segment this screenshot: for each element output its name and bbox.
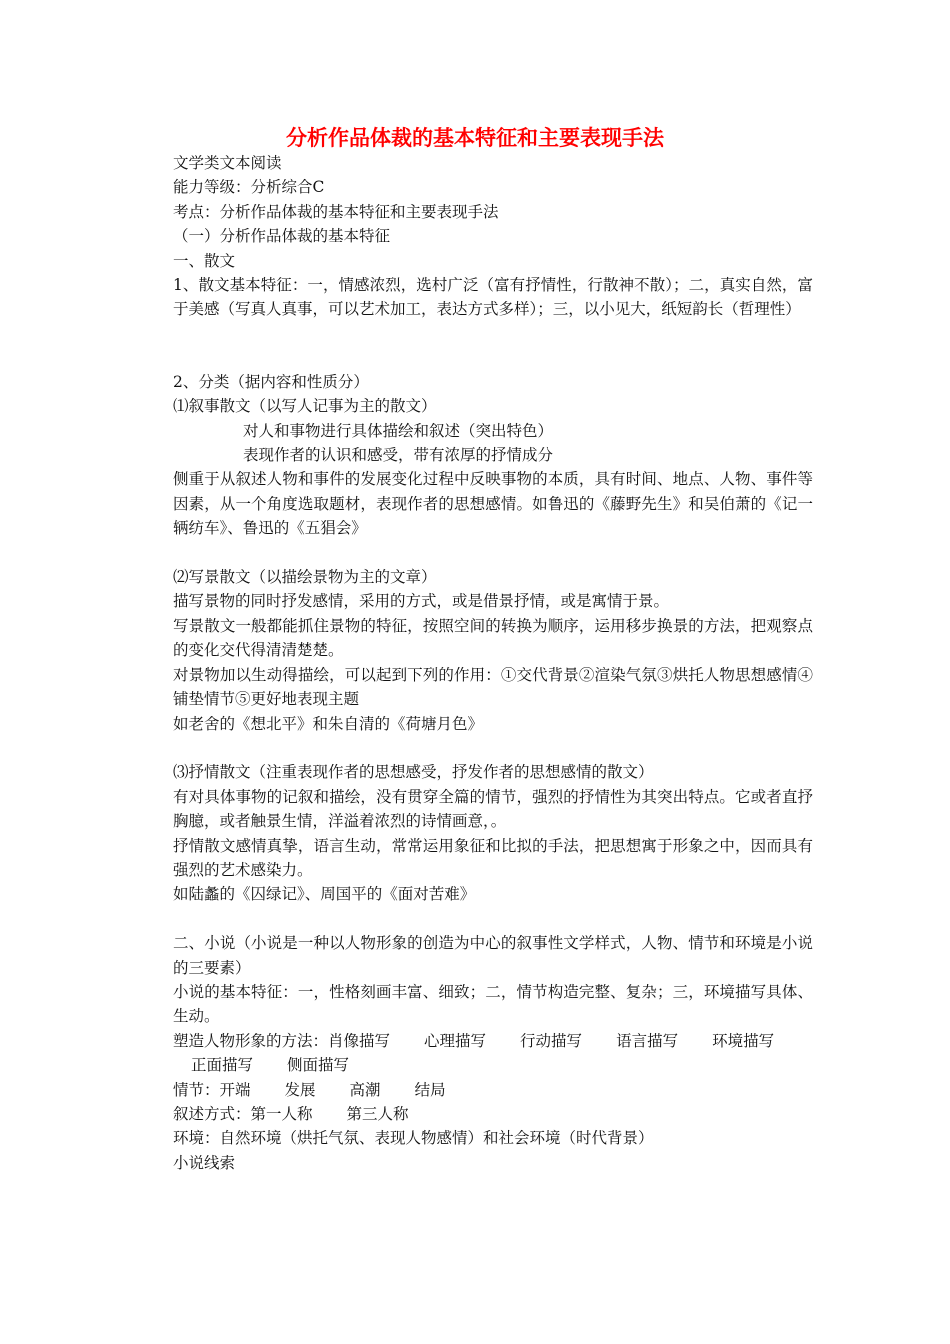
section-heading: （一）分析作品体裁的基本特征	[173, 227, 391, 246]
spacer	[173, 907, 813, 931]
method-item: 肖像描写	[328, 1031, 391, 1050]
narration-item: 第三人称	[346, 1104, 409, 1123]
character-methods-line	[173, 1029, 813, 1078]
plot-item: 发展	[284, 1080, 316, 1099]
scenery-paragraph-2: 写景散文一般都能抓住景物的特征，按照空间的转换为顺序，运用移步换景的方法，把观察点的变化交代得清清楚楚。	[173, 616, 813, 660]
methods-label: 塑造人物形象的方法：肖像描写	[173, 1031, 391, 1050]
spacer	[173, 541, 813, 565]
method-item: 行动描写	[520, 1031, 583, 1050]
subject-line: 文学类文本阅读	[173, 154, 282, 172]
environment-line: 环境：自然环境（烘托气氛、表现人物感情）和社会环境（时代背景）	[173, 1129, 654, 1148]
scenery-heading: ⑵写景散文（以描绘景物为主的文章）	[173, 568, 437, 587]
narration-label-item: 叙述方式：第一人称	[173, 1104, 313, 1123]
document-body	[173, 151, 813, 1175]
lyric-paragraph-2: 抒情散文感情真挚，语言生动，常常运用象征和比拟的手法，把思想寓于形象之中，因而具有强烈的艺术感染力。	[173, 836, 813, 879]
prose-heading: 一、散文	[173, 251, 236, 270]
narration-line	[173, 1102, 813, 1126]
plot-item: 结局	[414, 1080, 446, 1099]
scenery-paragraph-3: 对景物加以生动得描绘，可以起到下列的作用：①交代背景②渲染气氛③烘托人物思想感情④铺垫情节⑤更好地表现主题	[173, 665, 813, 709]
lyric-paragraph-1: 有对具体事物的记叙和描绘，没有贯穿全篇的情节，强烈的抒情性为其突出特点。它或者直抒胸臆，或者触景生情，洋溢着浓烈的诗情画意，。	[173, 787, 813, 831]
classification-heading: 2、分类（据内容和性质分）	[173, 372, 369, 391]
lyric-example: 如陆蠡的《囚绿记》、周国平的《面对苦难》	[173, 885, 476, 904]
document-title: 分析作品体裁的基本特征和主要表现手法	[286, 126, 664, 150]
method-item: 侧面描写	[287, 1056, 350, 1075]
scenery-paragraph-1: 描写景物的同时抒发感情，采用的方式，或是借景抒情，或是寓情于景。	[173, 592, 670, 611]
plot-item: 开端	[219, 1080, 251, 1099]
scenery-example: 如老舍的《想北平》和朱自清的《荷塘月色》	[173, 714, 484, 733]
exam-point-line: 考点：分析作品体裁的基本特征和主要表现手法	[173, 202, 499, 221]
narration-item: 第一人称	[250, 1104, 313, 1123]
spacer	[173, 736, 813, 760]
narrative-paragraph: 侧重于从叙述人物和事件的发展变化过程中反映事物的本质，具有时间、地点、人物、事件等因素，从一个角度选取题材，表现作者的思想感情。如鲁迅的《藤野先生》和吴伯萧的《记一辆纺车》、鲁迅的《五猖会》	[173, 470, 813, 538]
prose-features: 1、散文基本特征：一，情感浓烈，选村广泛（富有抒情性，行散神不散）；二，真实自然，富于美感（写真人真事，可以艺术加工，表达方式多样）；三，以小见大，纸短韵长（哲理性）	[173, 276, 813, 319]
narrative-heading: ⑴叙事散文（以写人记事为主的散文）	[173, 397, 437, 416]
method-item: 语言描写	[616, 1031, 679, 1050]
plot-label-item: 情节：开端	[173, 1080, 251, 1099]
plot-line	[173, 1078, 813, 1102]
spacer	[173, 322, 813, 370]
narrative-point-1: 对人和事物进行具体描绘和叙述（突出特色）	[243, 421, 554, 440]
ability-level-line: 能力等级：分析综合C	[173, 178, 325, 197]
method-item: 正面描写	[191, 1056, 254, 1075]
lyric-heading: ⑶抒情散文（注重表现作者的思想感受，抒发作者的思想感情的散文）	[173, 763, 654, 782]
novel-heading: 二、小说（小说是一种以人物形象的创造为中心的叙事性文学样式，人物、情节和环境是小说的三要素）	[173, 934, 813, 977]
method-item: 环境描写	[712, 1031, 775, 1050]
method-item: 心理描写	[424, 1031, 487, 1050]
plot-item: 高潮	[349, 1080, 381, 1099]
novel-clue-line: 小说线索	[173, 1153, 236, 1172]
narrative-point-2: 表现作者的认识和感受，带有浓厚的抒情成分	[243, 446, 554, 465]
novel-features: 小说的基本特征：一，性格刻画丰富、细致；二，情节构造完整、复杂；三，环境描写具体、生动。	[173, 982, 813, 1026]
